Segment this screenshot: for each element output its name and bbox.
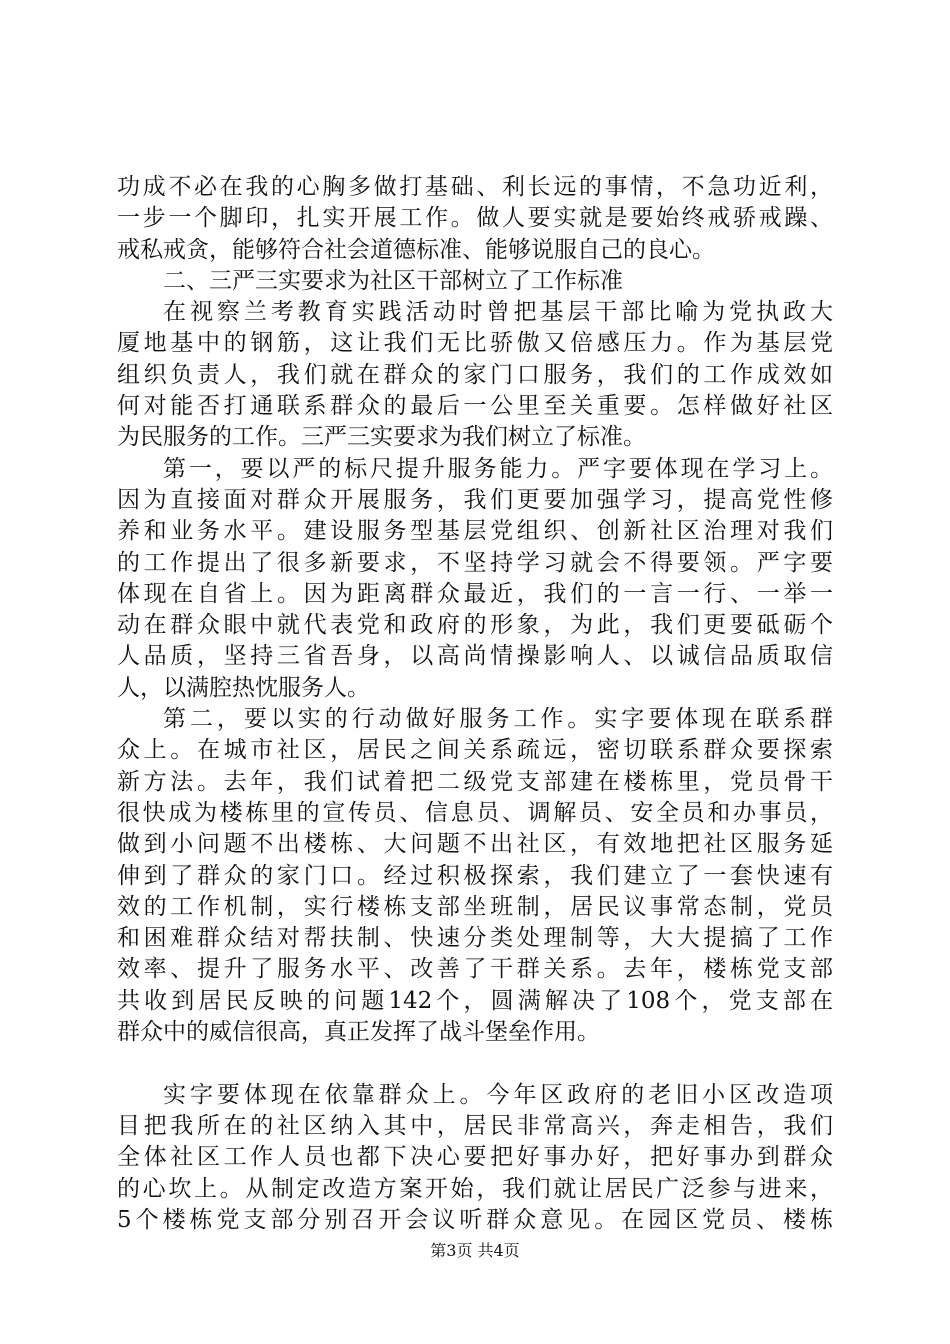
- text-line: 效的工作机制，实行楼栋支部坐班制，居民议事常态制，党员: [117, 893, 833, 920]
- text-line: 共收到居民反映的问题142个，圆满解决了108个，党支部在: [117, 987, 833, 1014]
- text-line: 很快成为楼栋里的宣传员、信息员、调解员、安全员和办事员，: [117, 799, 833, 826]
- text-line: 第二，要以实的行动做好服务工作。实字要体现在联系群: [163, 706, 833, 733]
- document-body: [117, 172, 833, 1236]
- text-line: 体现在自省上。因为距离群众最近，我们的一言一行、一举一: [117, 580, 833, 607]
- text-line: 实字要体现在依靠群众上。今年区政府的老旧小区改造项: [163, 1081, 833, 1108]
- text-line: 的工作提出了很多新要求，不坚持学习就会不得要领。严字要: [117, 549, 833, 576]
- text-line: 的心坎上。从制定改造方案开始，我们就让居民广泛参与进来，: [117, 1175, 833, 1202]
- text-line: 群众中的威信很高，真正发挥了战斗堡垒作用。: [117, 1019, 600, 1046]
- text-line: 目把我所在的社区纳入其中，居民非常高兴，奔走相告，我们: [117, 1112, 833, 1139]
- page-footer: 第3页 共4页: [430, 1241, 520, 1260]
- text-line: 全体社区工作人员也都下决心要把好事办好，把好事办到群众: [117, 1144, 833, 1171]
- text-line: 和困难群众结对帮扶制、快速分类处理制等，大大提搞了工作: [117, 925, 833, 952]
- text-line: 5个楼栋党支部分别召开会议听群众意见。在园区党员、楼栋: [117, 1206, 833, 1233]
- text-line: 第一，要以严的标尺提升服务能力。严字要体现在学习上。: [163, 455, 833, 482]
- text-line: 做到小问题不出楼栋、大问题不出社区，有效地把社区服务延: [117, 831, 833, 858]
- text-line: 何对能否打通联系群众的最后一公里至关重要。怎样做好社区: [117, 393, 833, 420]
- text-line: 众上。在城市社区，居民之间关系疏远，密切联系群众要探索: [117, 737, 833, 764]
- text-line: 功成不必在我的心胸多做打基础、利长远的事情，不急功近利，: [117, 174, 833, 200]
- text-line: 新方法。去年，我们试着把二级党支部建在楼栋里，党员骨干: [117, 768, 833, 795]
- text-line: 在视察兰考教育实践活动时曾把基层干部比喻为党执政大: [163, 299, 833, 326]
- text-line: 一步一个脚印，扎实开展工作。做人要实就是要始终戒骄戒躁、: [117, 205, 833, 232]
- text-line: 因为直接面对群众开展服务，我们更要加强学习，提高党性修: [117, 486, 833, 513]
- text-line: 厦地基中的钢筋，这让我们无比骄傲又倍感压力。作为基层党: [117, 330, 833, 357]
- text-line: 人品质，坚持三省吾身，以高尚情操影响人、以诚信品质取信: [117, 643, 833, 670]
- section-heading: 二、三严三实要求为社区干部树立了工作标准: [163, 267, 623, 294]
- text-line: 组织负责人，我们就在群众的家门口服务，我们的工作成效如: [117, 361, 833, 388]
- text-line: 人，以满腔热忱服务人。: [117, 674, 370, 701]
- text-line: 效率、提升了服务水平、改善了干群关系。去年，楼栋党支部: [117, 956, 833, 983]
- text-line: 伸到了群众的家门口。经过积极探索，我们建立了一套快速有: [117, 862, 833, 889]
- text-line: 为民服务的工作。三严三实要求为我们树立了标准。: [117, 424, 646, 451]
- text-line: [117, 1048, 833, 1079]
- text-line: 动在群众眼中就代表党和政府的形象，为此，我们更要砥砺个: [117, 612, 833, 639]
- text-line: 戒私戒贪，能够符合社会道德标准、能够说服自己的良心。: [117, 236, 715, 263]
- text-line: 养和业务水平。建设服务型基层党组织、创新社区治理对我们: [117, 518, 833, 545]
